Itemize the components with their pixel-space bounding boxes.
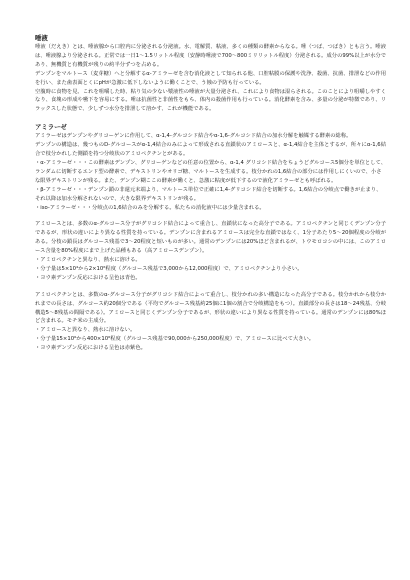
section-amylopectin xyxy=(35,291,386,353)
list-item: ・ヨウ素デンプン反応における呈色は赤紫色。 xyxy=(35,345,146,352)
paragraph: アミロースとは、多数のα-グルコース分子がグリコシド結合によって重合し、直鎖状になった高分子である。アミロペクチンと同じくデンプン分子であるが、形状の違いにより異なる性質を持っている。デンプンに含まれるアミロースは完全な直鎖ではなく、1分子あたり5～20個程度の分岐がある。分枝の鎖長はグルコース残基で3～20程度と短いものが多い。通常のデンプンには20%ほど含まれるが、トウモロコシの中には、このアミロース含量を80%程度にまで上げた品種もある（高アミロースデンプン）。 xyxy=(35,221,386,255)
section-heading: 唾液 xyxy=(35,34,48,42)
paragraph: アミラーゼはデンプンやグリコーゲンに作用して、α-1,4-グルコシド結合やα-1,6-グルコシド結合の加水分解を触媒する酵素の総称。 xyxy=(35,133,352,140)
section-amylase xyxy=(35,122,386,212)
list-item: ・分子量は5×10⁴から2×10⁶程度（グルコース残基で3,000から12,000程度）で、アミロペクチンより小さい。 xyxy=(35,265,303,272)
section-amylose xyxy=(35,220,386,282)
list-item: ・α-アミラーゼ・・・この酵素はデンプン、グリコーゲンなどの任意の位置から、α-1,4 グリコシド結合をちょうどグルコース5個分を単位として、ランダムに切断するエンド型の酵素で、デキストリンやオリゴ糖、マルトースを生成する。枝分かれの1,6結合の部分には作用しにくいので、小さな限界デキストリンが残る。また、デンプン糊ここの酵素が働くと、急激に粘度が低下するので液化アミラーゼとも呼ばれる。 xyxy=(35,159,386,184)
section-saliva xyxy=(35,33,386,114)
paragraph: デンプンの構造は、幾つものD-グルコースがα-1,4結合のみによって形成される直鎖状のアミロースと、α-1,4結合を主体とするが、所々にα-1,6結合で枝分かれした側鎖を持つ分岐状のアミロペクチンとがある。 xyxy=(35,142,386,158)
list-item: ・アミロースと異なり、熱水に溶けない。 xyxy=(35,327,136,334)
list-item: ・ヨウ素デンプン反応における呈色は青色。 xyxy=(35,274,141,281)
list-item: ・β-アミラーゼ・・・デンプン鎖の非還元末端より、マルトース単位で正確に1,4-グリコシド結合を切断する。1,6結合の分岐点で働きが止まり、それ以降は加水分解されないので、大きな限界デキストリンが残る。 xyxy=(35,186,382,202)
list-item: ・アミロペクチンと異なり、熱水に溶ける。 xyxy=(35,257,141,264)
list-item: ・分子量15×10⁶から400×10⁶程度（グルコース残基で90,000から250,000程度）で、アミロースに比べて大きい。 xyxy=(35,336,315,343)
list-item: ・iso-アミラーゼ・・・分岐点の1,6結合のみを分解する。私たちの消化液中には少量含まれる。 xyxy=(35,204,265,211)
section-heading: アミラーゼ xyxy=(35,123,67,132)
paragraph: デンプンをマルトース（麦芽糖）へと分解するα-アミラーゼを含む消化液として知られる他、口腔粘膜の保護や洗浄、殺菌、抗菌、排泄などの作用を行い、また歯表面とくにpHが急激に低下しないように働くことで、う蝕の予防も行っている。 xyxy=(35,70,386,86)
paragraph: アミロペクチンとは、多数のα-グルコース分子がグリコシド結合によって重合し、枝分かれの多い構造になった高分子である。枝分かれから枝分かれまでの長さは、グルコース約20個分である（平均でグルコース残基約25個に1個の割合で分岐構造をもつ）。直鎖部分の長さは18～24残基、分岐構造5～8残基の間隔である）。アミロースと同じくデンプン分子であるが、形状の違いにより異なる性質を持っている。通常のデンプンには80%ほど含まれる。モチ米の主成分。 xyxy=(35,291,386,325)
paragraph: 唾液（だえき）とは、唾液腺から口腔内に分泌される分泌液。水、電解質、粘液、多くの種類の酵素からなる。唾（つば、つばき）とも言う。唾液は、唾液腺より分泌される。正常では一日1～1.5リットル程度（安静時唾液で700～800ミリリットル程度）分泌される。成分の99%以上が水分であり、無機質と有機質が残りの約半分ずつを占める。 xyxy=(35,44,386,68)
paragraph: 空腹時に食物を見、これを咀嚼した時、粘り気の少ない漿液性の唾液が大量分泌され、これにより食物は湿らされる。このことにより咀嚼しやすくなり、食塊の形成や嚥下を容易にする。唾は抗菌性と非菌性をもち、体内の殺菌作用も行っている。消化酵素を含み、多量の分泌が特徴であり、リラックスした状態で、少しずつ水分を排泄して溶かす、これが機能である。 xyxy=(35,88,386,113)
